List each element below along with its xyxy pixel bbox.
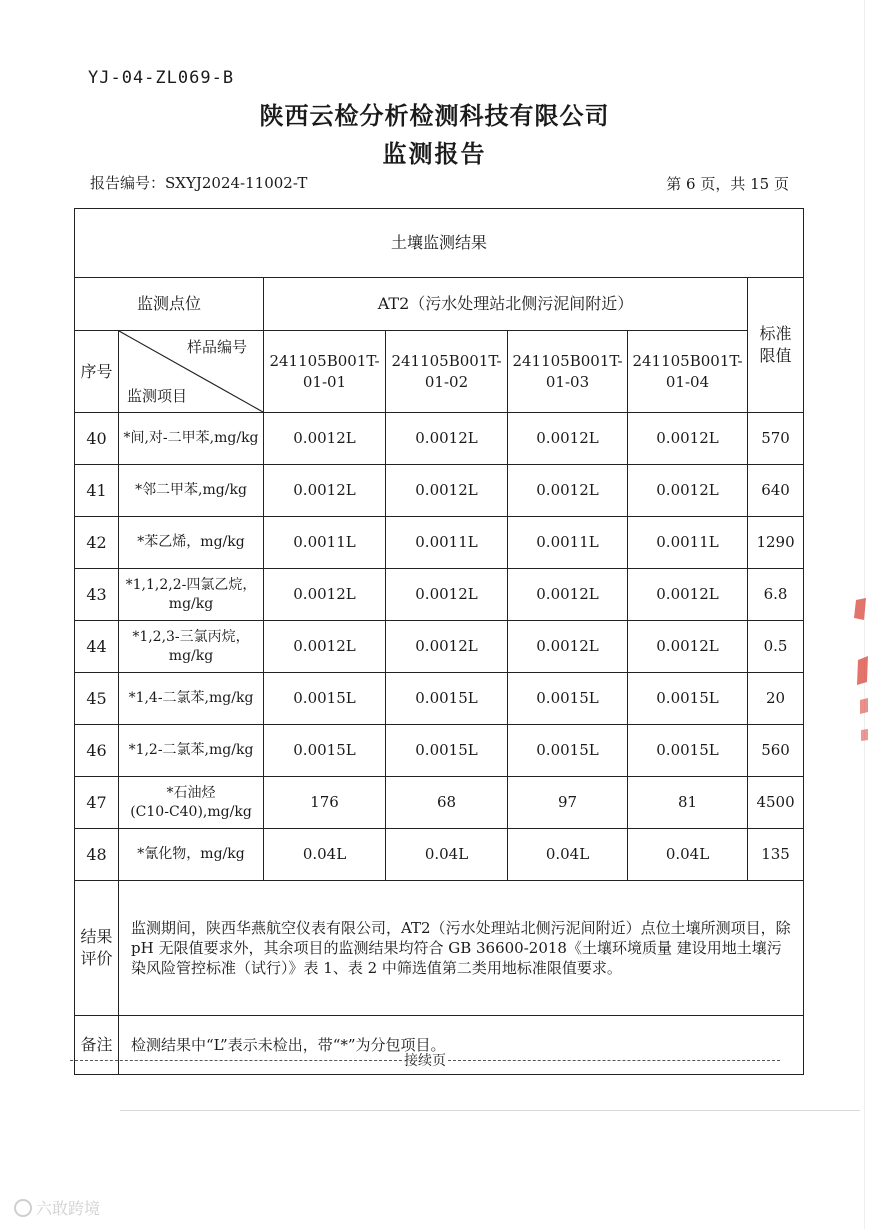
row-item: *氰化物，mg/kg bbox=[119, 829, 264, 881]
partial-stamp-mark bbox=[848, 590, 869, 750]
row-value: 0.0012L bbox=[264, 413, 386, 465]
row-value: 0.0015L bbox=[628, 673, 748, 725]
watermark bbox=[14, 1196, 100, 1219]
row-value: 0.0011L bbox=[386, 517, 508, 569]
row-value: 0.0011L bbox=[628, 517, 748, 569]
table-row bbox=[75, 829, 804, 881]
watermark-text: 六敢跨境 bbox=[36, 1199, 101, 1218]
row-standard: 6.8 bbox=[748, 569, 804, 621]
page-indicator: 第 6 页，共 15 页 bbox=[666, 175, 789, 193]
row-value: 0.0012L bbox=[386, 413, 508, 465]
row-value: 0.04L bbox=[264, 829, 386, 881]
row-item: *1,2-二氯苯,mg/kg bbox=[119, 725, 264, 777]
continuation-text: 接续页 bbox=[404, 1053, 446, 1069]
row-standard: 20 bbox=[748, 673, 804, 725]
dash-left bbox=[70, 1060, 402, 1061]
row-value: 0.04L bbox=[386, 829, 508, 881]
standard-limit-header bbox=[748, 278, 804, 413]
diagonal-header bbox=[119, 331, 264, 413]
company-name: 陕西云检分析检测科技有限公司 bbox=[259, 102, 610, 130]
document-code: YJ-04-ZL069-B bbox=[88, 68, 235, 88]
table-row bbox=[75, 465, 804, 517]
continuation-line bbox=[70, 1050, 780, 1070]
row-standard: 560 bbox=[748, 725, 804, 777]
sample-no-label: 样品编号 bbox=[186, 338, 247, 356]
sample-col-4: 241105B001T-01-04 bbox=[628, 331, 748, 413]
sample-col-1: 241105B001T-01-01 bbox=[264, 331, 386, 413]
row-item: *1,2,3-三氯丙烷，mg/kg bbox=[119, 621, 264, 673]
row-value: 0.0012L bbox=[386, 465, 508, 517]
row-value: 0.0012L bbox=[508, 465, 628, 517]
row-number: 46 bbox=[75, 725, 119, 777]
watermark-logo-icon bbox=[14, 1199, 32, 1217]
row-item bbox=[119, 777, 264, 829]
row-item-line1: *石油烃 bbox=[166, 784, 216, 801]
table-row bbox=[75, 777, 804, 829]
row-value: 0.0015L bbox=[628, 725, 748, 777]
row-value: 81 bbox=[628, 777, 748, 829]
row-item: *1,1,2,2-四氯乙烷，mg/kg bbox=[119, 569, 264, 621]
standard-limit-label: 标准限值 bbox=[759, 324, 792, 365]
row-standard: 4500 bbox=[748, 777, 804, 829]
row-number: 44 bbox=[75, 621, 119, 673]
row-number: 48 bbox=[75, 829, 119, 881]
row-value: 0.0015L bbox=[386, 725, 508, 777]
row-value: 0.0012L bbox=[264, 621, 386, 673]
row-number: 41 bbox=[75, 465, 119, 517]
table-row bbox=[75, 725, 804, 777]
row-number: 42 bbox=[75, 517, 119, 569]
conclusion-label: 结果评价 bbox=[80, 927, 113, 968]
monitoring-point-value: AT2（污水处理站北侧污泥间附近） bbox=[264, 278, 748, 331]
row-value: 0.0012L bbox=[628, 465, 748, 517]
sample-col-3: 241105B001T-01-03 bbox=[508, 331, 628, 413]
row-value: 0.0012L bbox=[264, 569, 386, 621]
row-item-line2: (C10-C40),mg/kg bbox=[130, 803, 252, 820]
row-value: 0.04L bbox=[508, 829, 628, 881]
row-number: 43 bbox=[75, 569, 119, 621]
table-row bbox=[75, 673, 804, 725]
row-value: 0.0011L bbox=[264, 517, 386, 569]
row-value: 0.0012L bbox=[264, 465, 386, 517]
item-label: 监测项目 bbox=[127, 386, 188, 405]
remark-text: 检测结果中“L”表示未检出，带“*”为分包项目。 bbox=[119, 1016, 804, 1075]
soil-results-table bbox=[74, 208, 804, 1075]
row-item: *邻二甲苯,mg/kg bbox=[119, 465, 264, 517]
row-value: 0.0012L bbox=[386, 569, 508, 621]
row-value: 0.0012L bbox=[628, 413, 748, 465]
row-standard: 1290 bbox=[748, 517, 804, 569]
dash-right bbox=[448, 1060, 780, 1061]
row-standard: 570 bbox=[748, 413, 804, 465]
table-row bbox=[75, 569, 804, 621]
bottom-divider bbox=[120, 1110, 860, 1111]
row-value: 0.0012L bbox=[386, 621, 508, 673]
row-item: *间,对-二甲苯,mg/kg bbox=[119, 413, 264, 465]
conclusion-text: 监测期间，陕西华燕航空仪表有限公司，AT2（污水处理站北侧污泥间附近）点位土壤所测项目，除 pH 无限值要求外，其余项目的监测结果均符合 GB 36600-2018《土壤环境质量 建设用地土壤污染风险管控标准（试行）》表 1、表 2 中筛选值第二类用地标准限值要求。 bbox=[119, 881, 804, 1016]
row-item: *苯乙烯，mg/kg bbox=[119, 517, 264, 569]
table-row bbox=[75, 413, 804, 465]
monitoring-point-label: 监测点位 bbox=[75, 278, 264, 331]
row-standard: 0.5 bbox=[748, 621, 804, 673]
row-number: 47 bbox=[75, 777, 119, 829]
row-value: 0.0012L bbox=[508, 621, 628, 673]
table-row bbox=[75, 517, 804, 569]
row-value: 68 bbox=[386, 777, 508, 829]
row-value: 0.0015L bbox=[508, 673, 628, 725]
row-value: 0.0012L bbox=[628, 621, 748, 673]
row-item: *1,4-二氯苯,mg/kg bbox=[119, 673, 264, 725]
row-number: 45 bbox=[75, 673, 119, 725]
row-value: 0.0015L bbox=[264, 673, 386, 725]
row-value: 0.0012L bbox=[508, 413, 628, 465]
row-value: 0.0015L bbox=[386, 673, 508, 725]
report-title: 监测报告 bbox=[382, 140, 487, 168]
table-row bbox=[75, 621, 804, 673]
row-number: 40 bbox=[75, 413, 119, 465]
row-value: 0.0012L bbox=[508, 569, 628, 621]
sample-col-2: 241105B001T-01-02 bbox=[386, 331, 508, 413]
row-standard: 640 bbox=[748, 465, 804, 517]
row-value: 0.0011L bbox=[508, 517, 628, 569]
report-number: 报告编号：SXYJ2024-11002-T bbox=[90, 174, 308, 192]
section-title: 土壤监测结果 bbox=[75, 209, 804, 278]
row-value: 97 bbox=[508, 777, 628, 829]
row-standard: 135 bbox=[748, 829, 804, 881]
conclusion-label-cell bbox=[75, 881, 119, 1016]
row-value: 0.0015L bbox=[508, 725, 628, 777]
row-value: 176 bbox=[264, 777, 386, 829]
row-value: 0.04L bbox=[628, 829, 748, 881]
seq-header: 序号 bbox=[75, 331, 119, 413]
row-value: 0.0012L bbox=[628, 569, 748, 621]
remark-label: 备注 bbox=[75, 1016, 119, 1075]
row-value: 0.0015L bbox=[264, 725, 386, 777]
